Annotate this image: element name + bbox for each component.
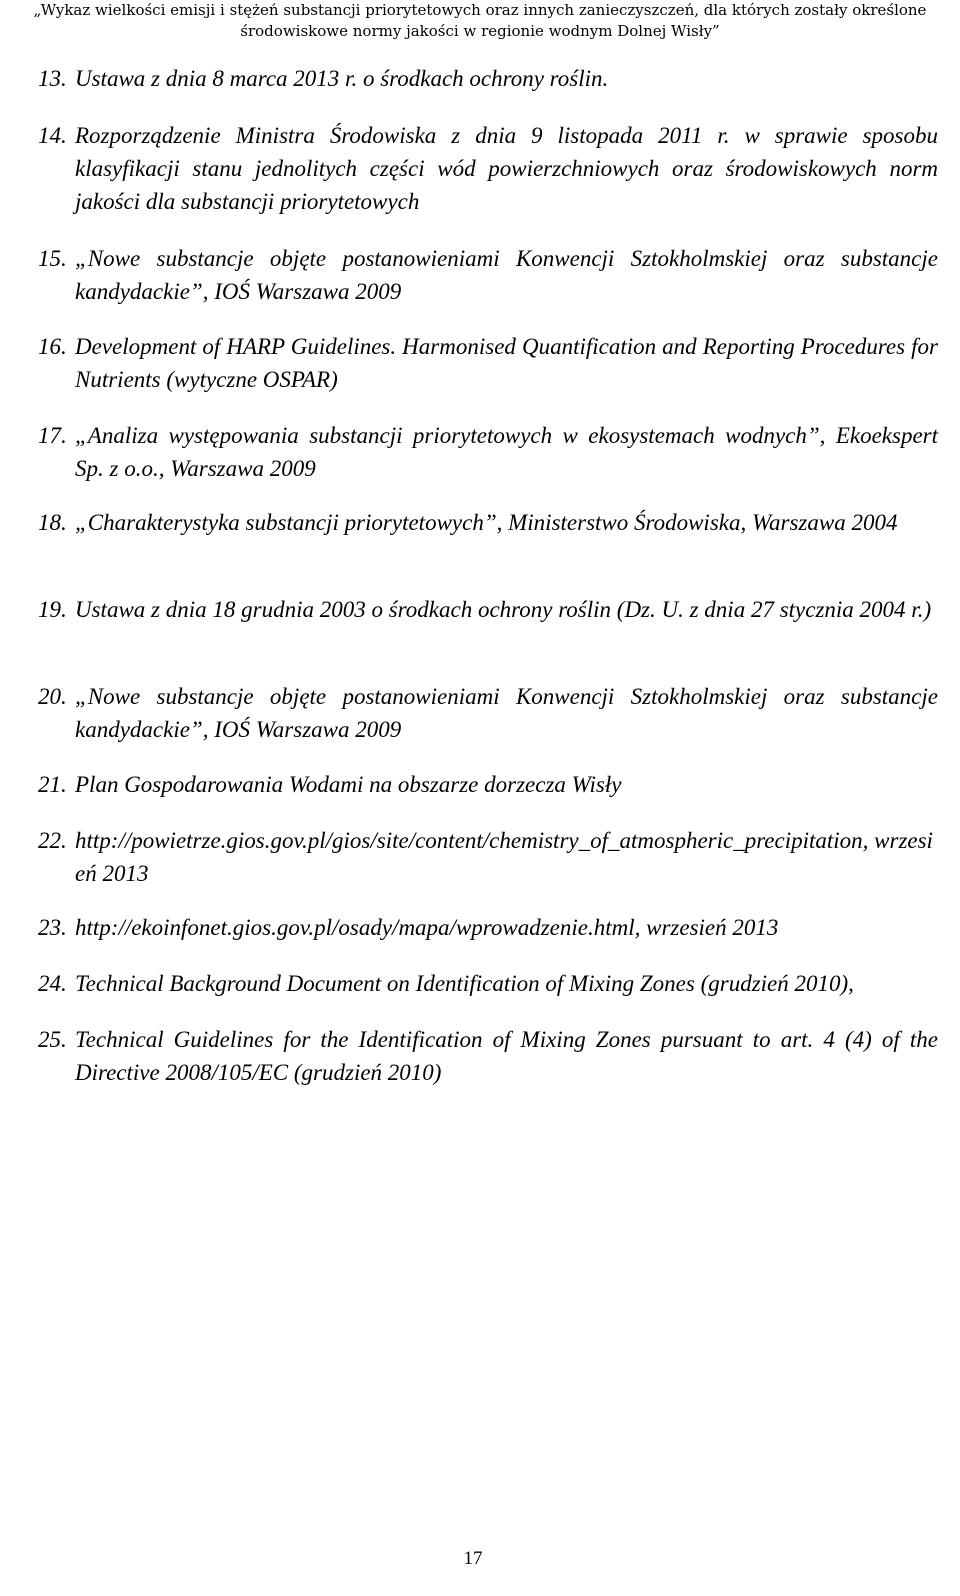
reference-text: Development of HARP Guidelines. Harmonised Quantification and Reporting Procedures for Nutrients (wytyczne OSPAR) [75, 334, 938, 392]
reference-text: Technical Guidelines for the Identification of Mixing Zones pursuant to art. 4 (4) of the Directive 2008/105/EC (grudzień 2010) [75, 1027, 938, 1085]
reference-item-13 [38, 62, 938, 95]
reference-item-14 [38, 119, 938, 218]
page-header [0, 0, 960, 42]
reference-text: Technical Background Document on Identification of Mixing Zones (grudzień 2010), [75, 971, 854, 996]
reference-text: Ustawa z dnia 8 marca 2013 r. o środkach ochrony roślin. [75, 66, 609, 91]
reference-number: 15. [38, 246, 67, 271]
reference-number: 13. [38, 66, 67, 91]
reference-item-23 [38, 911, 938, 944]
reference-number: 22. [38, 828, 67, 853]
reference-number: 18. [38, 510, 67, 535]
reference-item-19 [38, 593, 938, 626]
reference-text: „Nowe substancje objęte postanowieniami Konwencji Sztokholmskiej oraz substancje kandydackie”, IOŚ Warszawa 2009 [75, 684, 938, 742]
reference-text: „Charakterystyka substancji priorytetowych”, Ministerstwo Środowiska, Warszawa 2004 [75, 510, 898, 535]
reference-number: 20. [38, 684, 67, 709]
header-line-1: „Wykaz wielkości emisji i stężeń substancji priorytetowych oraz innych zanieczyszczeń, dla których zostały określone [33, 1, 927, 19]
reference-text: „Nowe substancje objęte postanowieniami Konwencji Sztokholmskiej oraz substancje kandydackie”, IOŚ Warszawa 2009 [75, 246, 938, 304]
reference-item-21 [38, 768, 938, 801]
reference-text: http://powietrze.gios.gov.pl/gios/site/content/chemistry_of_atmospheric_precipitation, wrzesień 2013 [75, 828, 933, 886]
reference-number: 14. [38, 123, 67, 148]
reference-number: 21. [38, 772, 67, 797]
reference-text: „Analiza występowania substancji priorytetowych w ekosystemach wodnych”, Ekoekspert Sp. z o.o., Warszawa 2009 [75, 423, 938, 481]
reference-text: http://ekoinfonet.gios.gov.pl/osady/mapa/wprowadzenie.html, wrzesień 2013 [75, 915, 779, 940]
reference-number: 25. [38, 1027, 67, 1052]
reference-item-15 [38, 242, 938, 308]
reference-item-20 [38, 680, 938, 746]
reference-item-17 [38, 419, 938, 485]
header-line-2: środowiskowe normy jakości w regionie wodnym Dolnej Wisły” [240, 22, 720, 40]
reference-number: 17. [38, 423, 67, 448]
reference-number: 23. [38, 915, 67, 940]
reference-number: 16. [38, 334, 67, 359]
reference-text: Plan Gospodarowania Wodami na obszarze dorzecza Wisły [75, 772, 622, 797]
reference-item-25 [38, 1023, 938, 1089]
reference-item-18 [38, 506, 938, 539]
reference-number: 24. [38, 971, 67, 996]
reference-text: Ustawa z dnia 18 grudnia 2003 o środkach ochrony roślin (Dz. U. z dnia 27 stycznia 2004 r.) [75, 597, 932, 622]
reference-text: Rozporządzenie Ministra Środowiska z dnia 9 listopada 2011 r. w sprawie sposobu klasyfikacji stanu jednolitych części wód powierzchniowych oraz środowiskowych norm jakości dla substancji priorytetowych [75, 123, 938, 214]
page-number: 17 [463, 1548, 483, 1569]
reference-item-16 [38, 330, 938, 396]
reference-item-22 [38, 824, 938, 890]
reference-item-24 [38, 967, 938, 1000]
reference-number: 19. [38, 597, 67, 622]
